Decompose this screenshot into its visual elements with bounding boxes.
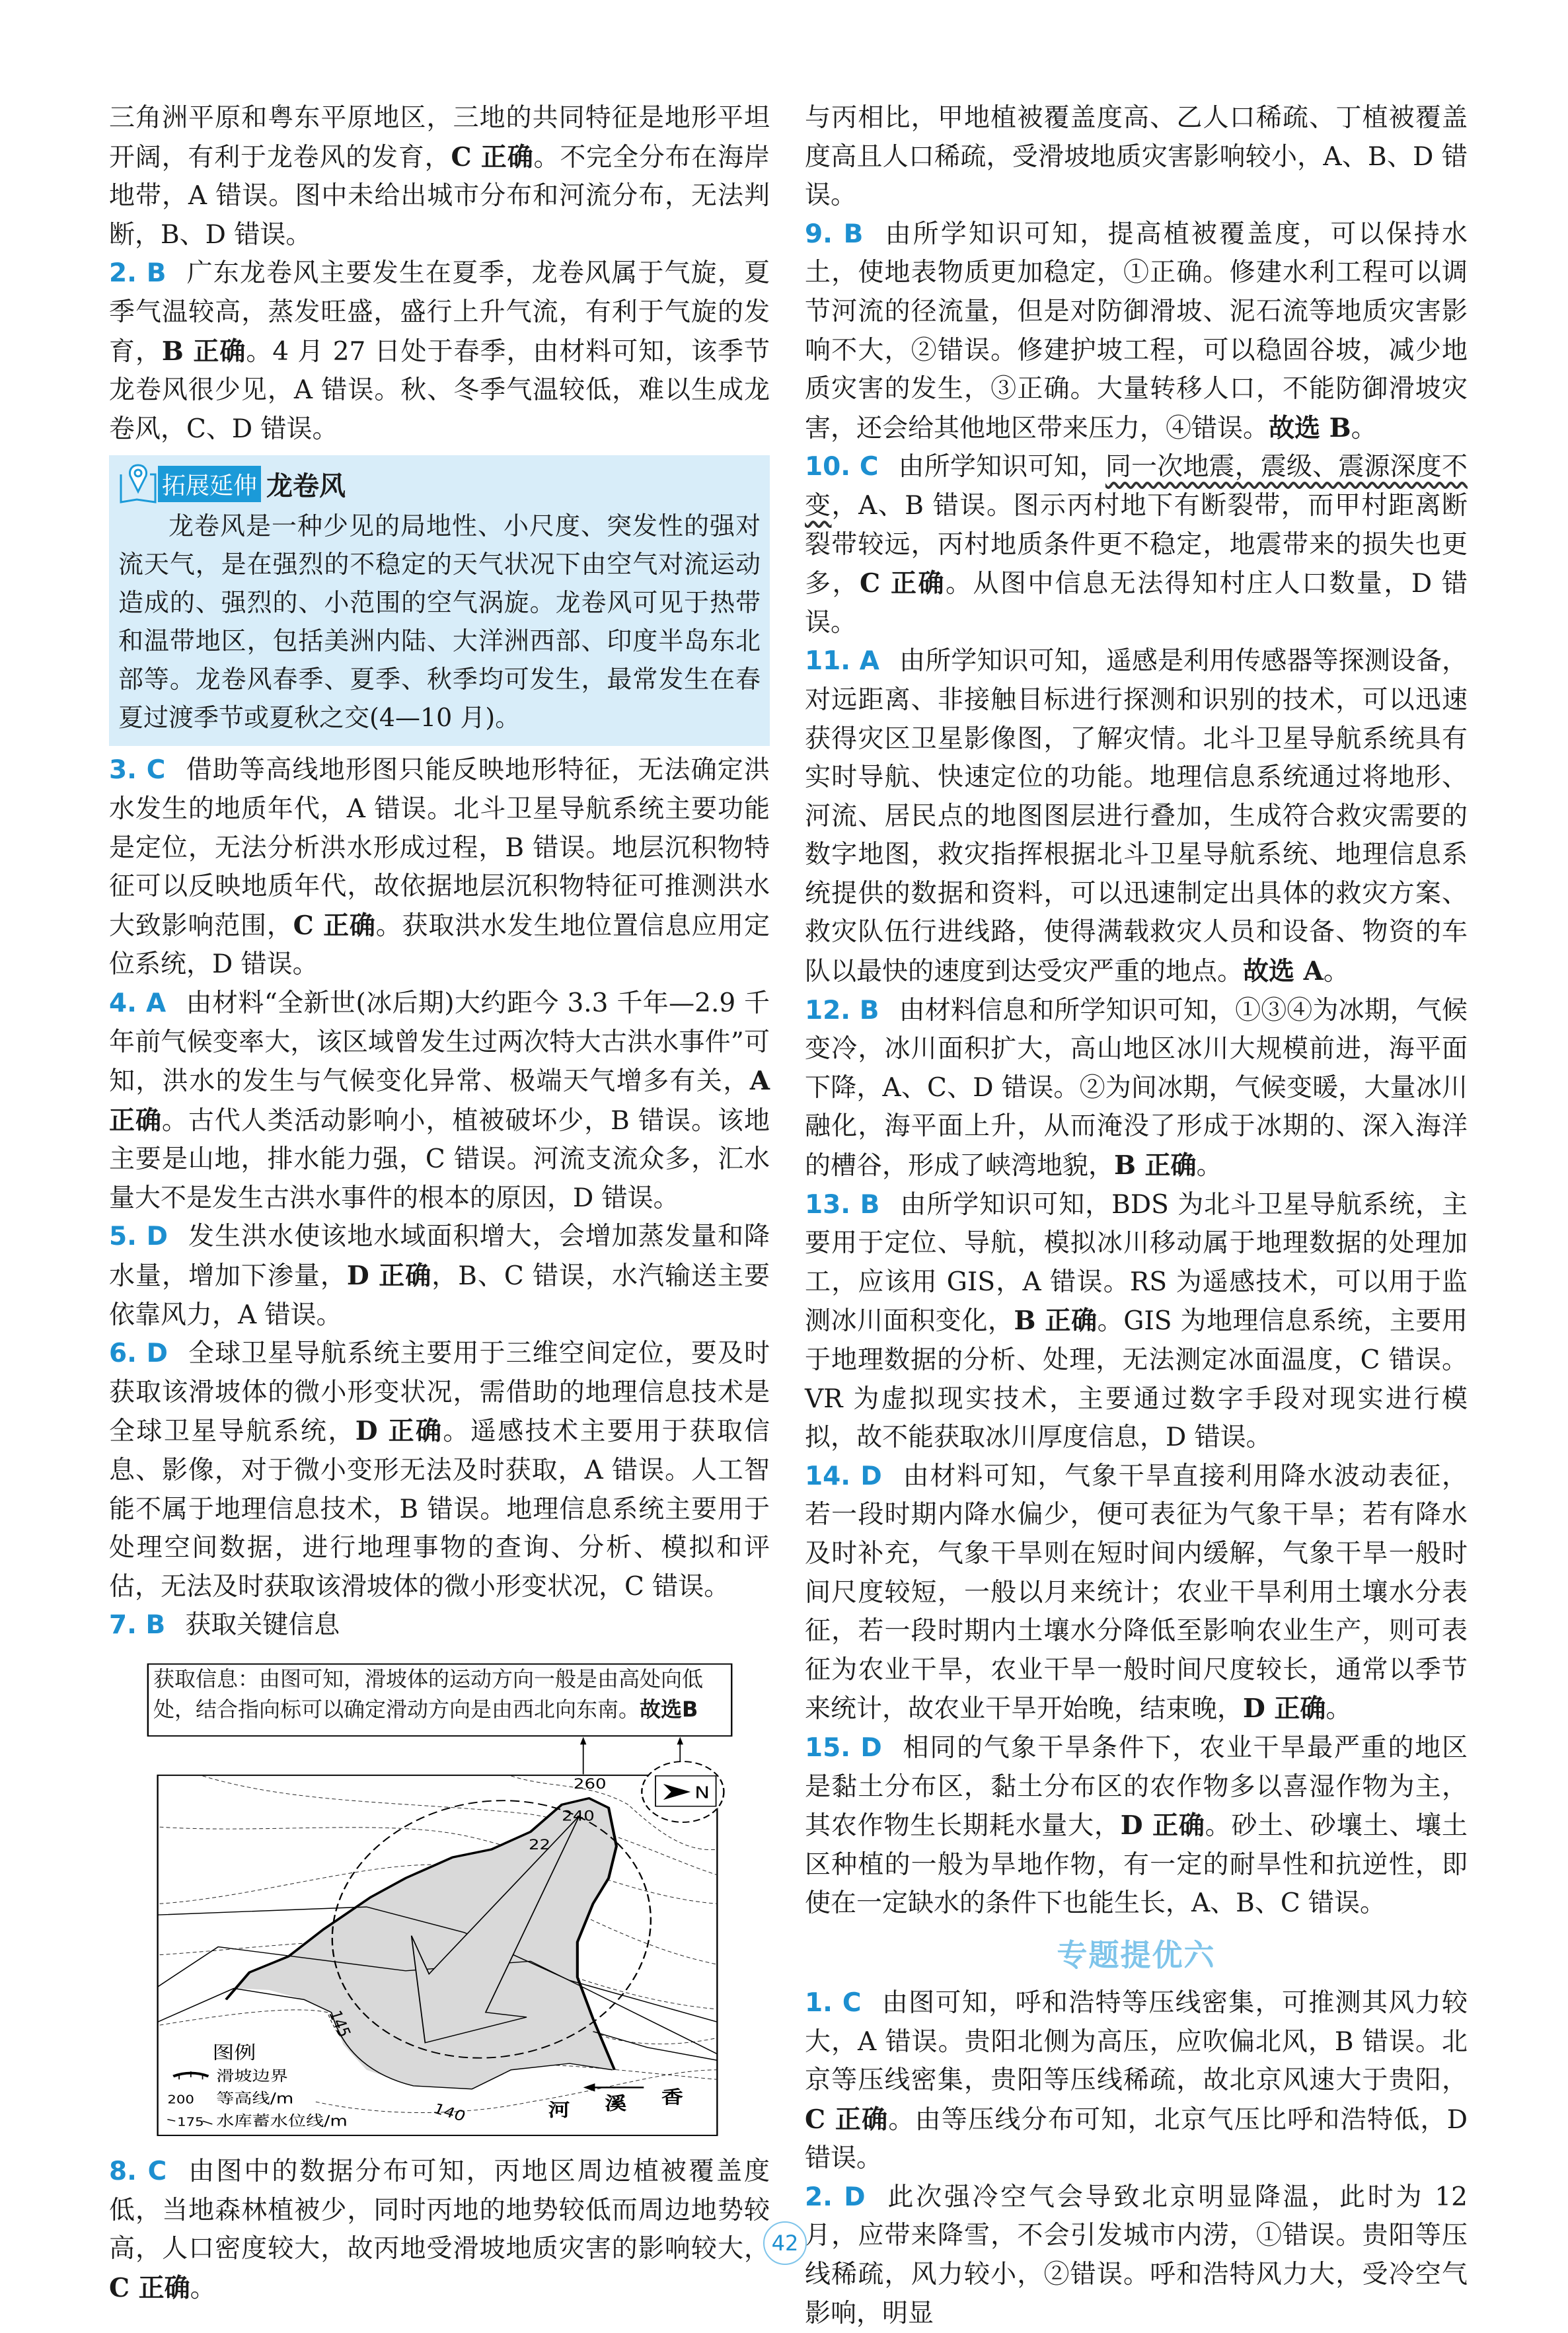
answer-text: 。由等压线分布可知，北京气压比呼和浩特低，D 错误。: [805, 2104, 1468, 2174]
answer-text: 同一次地震，震级、震源深度不变: [805, 452, 1468, 521]
answers-group: [109, 751, 770, 1645]
answer-paragraph: [805, 1458, 1468, 1729]
legend-item: 等高线/m: [216, 2089, 294, 2107]
answer-verdict: B 正确: [1114, 1150, 1197, 1181]
answer-text: 借助等高线地形图只能反映地形特征，无法确定洪水发生的地质年代，A 错误。北斗卫星导航系统主要功能是定位，无法分析洪水形成过程，B 错误。地层沉积物特征可以反映地质年代，故依据地层沉积物特征可推测洪水大致影响范围，: [109, 755, 770, 941]
answer-number: 13. B: [805, 1189, 880, 1220]
answer-paragraph: [109, 2153, 770, 2308]
answer-text: 由材料信息和所学知识可知，①③④为冰期，气候变冷，冰川面积扩大，高山地区冰川大规模前进，海平面下降，A、C、D 错误。②为间冰期，气候变暖，大量冰川融化，海平面上升，从而淹没了形成于冰期的、深入海洋的槽谷，形成了峡湾地貌，: [805, 995, 1468, 1181]
answer-paragraph: [109, 99, 770, 254]
answer-paragraph: [805, 1984, 1468, 2178]
answer-number: 6. D: [109, 1339, 168, 1369]
contour-label: 22: [528, 1836, 551, 1853]
extension-body: 龙卷风是一种少见的局地性、小尺度、突发性的强对流天气，是在强烈的不稳定的天气状况下由空气对流运动造成的、强烈的、小范围的空气涡旋。龙卷风可见于热带和温带地区，包括美洲内陆、大洋洲西部、印度半岛东北部等。龙卷风春季、夏季、秋季均可发生，最常发生在春夏过渡季节或夏秋之交(4—10 月)。: [118, 511, 761, 733]
answer-text: 此次强冷空气会导致北京明显降温，此时为 12 月，应带来降雪，不会引发城市内涝，①错误。贵阳等压线稀疏，风力较小，②错误。呼和浩特风力大，受冷空气影响，明显: [805, 2182, 1468, 2328]
answer-number: 10. C: [805, 452, 879, 482]
answer-text: 广东龙卷风主要发生在夏季，龙卷风属于气旋，夏季气温较高，蒸发旺盛，盛行上升气流，有利于气旋的发育，: [109, 258, 770, 367]
answer-number: 3. C: [109, 755, 166, 786]
legend-item: 滑坡边界: [216, 2067, 288, 2085]
answer-paragraph: [805, 215, 1468, 449]
figure-caption: [153, 1664, 731, 1724]
extension-box: [109, 455, 770, 746]
answer-text: 。获取洪水发生地位置信息应用定位系统，D 错误。: [109, 910, 770, 980]
answer-text: 由所学知识可知，遥感是利用传感器等探测设备，对远距离、非接触目标进行探测和识别的技术，可以迅速获得灾区卫星影像图，了解灾情。北斗卫星导航系统具有实时导航、快速定位的功能。地理信息系统通过将地形、河流、居民点的地图图层进行叠加，生成符合救灾需要的数字地图，救灾指挥根据北斗卫星导航系统、地理信息系统提供的数据和资料，可以迅速制定出具体的救灾方案、救灾队伍行进线路，使得满载救灾人员和设备、物资的车队以最快的速度到达受灾严重的地点。: [805, 646, 1468, 987]
left-column: [109, 99, 770, 2308]
answer-paragraph: [805, 992, 1468, 1186]
answer-paragraph: [109, 1218, 770, 1335]
river-label: 溪: [605, 2094, 627, 2115]
answer-verdict: D 正确: [355, 1416, 443, 1447]
answer-paragraph: [109, 1335, 770, 1606]
book-location-icon: [118, 463, 158, 505]
answer-paragraph: [805, 448, 1468, 642]
answer-text: 发生洪水使该地水域面积增大，会增加蒸发量和降水量，增加下渗量，: [109, 1222, 770, 1292]
answer-verdict: C 正确: [109, 2272, 190, 2303]
answer-number: 14. D: [805, 1461, 882, 1491]
answer-verdict: D 正确: [1243, 1693, 1326, 1724]
answer-number: 7. B: [109, 1610, 166, 1641]
answer-paragraph: [109, 751, 770, 984]
answer-text: 。从图中信息无法得知村庄人口数量，D 错误。: [805, 569, 1468, 638]
answer-verdict: B 正确: [1014, 1306, 1098, 1337]
page-number: 42: [763, 2221, 807, 2265]
answer-verdict: B 正确: [161, 336, 246, 367]
answer-paragraph: [805, 2178, 1468, 2333]
contour-label: 140: [430, 2100, 468, 2125]
river-label: 香: [661, 2087, 683, 2108]
answers-group: [109, 99, 770, 449]
legend-sample: 175: [177, 2115, 204, 2129]
answer-number: 1. C: [805, 1987, 862, 2018]
answer-number: 8. C: [109, 2157, 167, 2186]
answer-text: 由所学知识可知，: [898, 452, 1105, 482]
answer-text: 。遥感技术主要用于获取信息、影像，对于微小变形无法及时获取，A 错误。人工智能不属于地理信息技术，B 错误。地理信息系统主要用于处理空间数据，进行地理事物的查询、分析、模拟和评估，无法及时获取该滑坡体的微小形变状况，C 错误。: [109, 1417, 770, 1602]
answer-text: 相同的气象干旱条件下，农业干旱最严重的地区是黏土分布区，黏土分布区的农作物多以喜湿作物为主，其农作物生长期耗水量大，: [805, 1732, 1468, 1841]
legend-sample: 200: [167, 2092, 194, 2107]
extension-header: [118, 461, 761, 507]
answer-text: 由材料可知，气象干旱直接利用降水波动表征，若一段时期内降水偏少，便可表征为气象干旱；若有降水及时补充，气象干旱则在短时间内缓解，气象干旱一般时间尺度较短，一般以月来统计；农业干旱利用土壤水分表征，若一段时期内土壤水分降低至影响农业生产，则可表征为农业干旱，农业干旱一般时间尺度较长，通常以季节来统计，故农业干旱开始晚，结束晚，: [805, 1461, 1468, 1724]
answer-paragraph: [109, 254, 770, 449]
answer-text: 。: [1323, 957, 1349, 987]
answer-text: 。古代人类活动影响小，植被破坏少，B 错误。该地主要是山地，排水能力强，C 错误。河流支流众多，汇水量大不是发生古洪水事件的根本的原因，D 错误。: [109, 1105, 770, 1213]
contour-label: 240: [562, 1807, 595, 1824]
answer-paragraph: [805, 642, 1468, 991]
answer-number: 11. A: [805, 646, 879, 677]
answer-number: 12. B: [805, 995, 879, 1025]
answer-text: 与丙相比，甲地植被覆盖度高、乙人口稀疏、丁植被覆盖度高且人口稀疏，受滑坡地质灾害影响较小，A、B、D 错误。: [805, 103, 1468, 211]
landslide-map: [140, 1654, 741, 2143]
answer-verdict: C 正确: [451, 141, 534, 172]
answer-paragraph: [805, 1186, 1468, 1458]
landslide-map-figure: [140, 1654, 741, 2143]
answer-text: 由图中的数据分布可知，丙地区周边植被覆盖度低，当地森林植被少，同时丙地的地势较低而周边地势较高，人口密度较大，故丙地受滑坡地质灾害的影响较大，: [109, 2157, 770, 2264]
answer-text: ，B、C 错误，水汽输送主要依靠风力，A 错误。: [109, 1261, 770, 1330]
answer-text: 。4 月 27 日处于春季，由材料可知，该季节龙卷风很少见，A 错误。秋、冬季气温较低，难以生成龙卷风，C、D 错误。: [109, 336, 770, 444]
section-title: 专题提优六: [1057, 1937, 1216, 1973]
answer-verdict: D 正确: [1120, 1810, 1205, 1841]
answer-verdict: C 正确: [859, 568, 946, 599]
answer-number: 2. B: [109, 258, 167, 289]
caption-text: 获取信息：由图可知，滑坡体的运动方向一般是由高处向低处，结合指向标可以确定滑动方向是由西北向东南。: [153, 1666, 704, 1722]
answer-paragraph: [805, 99, 1468, 215]
answers-group: [805, 1984, 1468, 2333]
answer-paragraph: [805, 1729, 1468, 1923]
answers-group: [109, 2153, 770, 2308]
answer-text: 。: [1325, 1694, 1352, 1724]
river-label: 河: [548, 2100, 570, 2122]
contour-label: 145: [324, 2008, 355, 2040]
extension-title: 龙卷风: [266, 470, 346, 501]
legend-item: 水库蓄水位线/m: [216, 2112, 348, 2129]
answer-number: 5. D: [109, 1222, 168, 1252]
answer-text: 三角洲平原和粤东平原地区，三地的共同特征是地形平坦开阔，有利于龙卷风的发育，: [109, 103, 770, 172]
extension-label: 拓展延伸: [158, 466, 261, 502]
contour-label: 260: [573, 1775, 607, 1793]
answer-text: 由所学知识可知，BDS 为北斗卫星导航系统，主要用于定位、导航，模拟冰川移动属于地理数据的处理加工，应该用 GIS，A 错误。RS 为遥感技术，可以用于监测冰川面积变化，: [805, 1189, 1468, 1337]
answer-number: 2. D: [805, 2182, 866, 2212]
answer-text: 。不完全分布在海岸地带，A 错误。图中未给出城市分布和河流分布，无法判断，B、D 错误。: [109, 142, 770, 250]
answer-paragraph: [109, 984, 770, 1218]
answer-text: ，A、B 错误。图示丙村地下有断裂带，而甲村距离断裂带较远，丙村地质条件更不稳定，地震带来的损失也更多，: [805, 490, 1468, 599]
right-column: [805, 99, 1468, 2333]
answer-verdict: A 正确: [109, 1066, 770, 1136]
answer-text: 由材料“全新世(冰后期)大约距今 3.3 千年—2.9 千年前气候变率大，该区域曾发生过两次特大古洪水事件”可知，洪水的发生与气候变化异常、极端天气增多有关，: [109, 988, 770, 1097]
answer-verdict: C 正确: [805, 2104, 889, 2135]
answer-text: 。: [1196, 1151, 1222, 1181]
answer-paragraph: [109, 1606, 770, 1645]
answer-text: 由图可知，呼和浩特等压线密集，可推测其风力较大，A 错误。贵阳北侧为高压，应吹偏北风，B 错误。北京等压线密集，贵阳等压线稀疏，故北京风速大于贵阳，: [805, 1987, 1468, 2096]
caption-answer: 故选B: [640, 1697, 698, 1722]
answer-text: 。砂土、砂壤土、壤土区种植的一般为旱地作物，有一定的耐旱性和抗逆性，即使在一定缺水的条件下也能生长，A、B、C 错误。: [805, 1811, 1468, 1919]
answer-number: 9. B: [805, 219, 864, 249]
answer-verdict: C 正确: [293, 910, 376, 941]
answer-verdict: D 正确: [346, 1261, 432, 1292]
answer-text: 全球卫星导航系统主要用于三维空间定位，要及时获取该滑坡体的微小形变状况，需借助的地理信息技术是全球卫星导航系统，: [109, 1339, 770, 1447]
legend-title: 图例: [212, 2042, 256, 2063]
answer-text: 。: [1351, 413, 1377, 443]
answer-verdict: 故选 A: [1243, 956, 1324, 987]
answer-text: 。: [190, 2273, 216, 2303]
answer-text: 获取关键信息: [185, 1610, 340, 1641]
answer-verdict: 故选 B: [1269, 412, 1351, 443]
answer-number: 4. A: [109, 988, 167, 1018]
answer-text: 。GIS 为地理信息系统，主要用于地理数据的分析、处理，无法测定冰面温度，C 错误。VR 为虚拟现实技术，主要通过数字手段对现实进行模拟，故不能获取冰川厚度信息，D 错误。: [805, 1306, 1468, 1453]
answer-text: 由所学知识可知，提高植被覆盖度，可以保持水土，使地表物质更加稳定，①正确。修建水利工程可以调节河流的径流量，但是对防御滑坡、泥石流等地质灾害影响不大，②错误。修建护坡工程，可以稳固谷坡，减少地质灾害的发生，③正确。大量转移人口，不能防御滑坡灾害，还会给其他地区带来压力，④错误。: [805, 219, 1468, 443]
answer-number: 15. D: [805, 1732, 882, 1763]
answers-group: [805, 99, 1468, 1923]
north-label: N: [694, 1783, 710, 1802]
